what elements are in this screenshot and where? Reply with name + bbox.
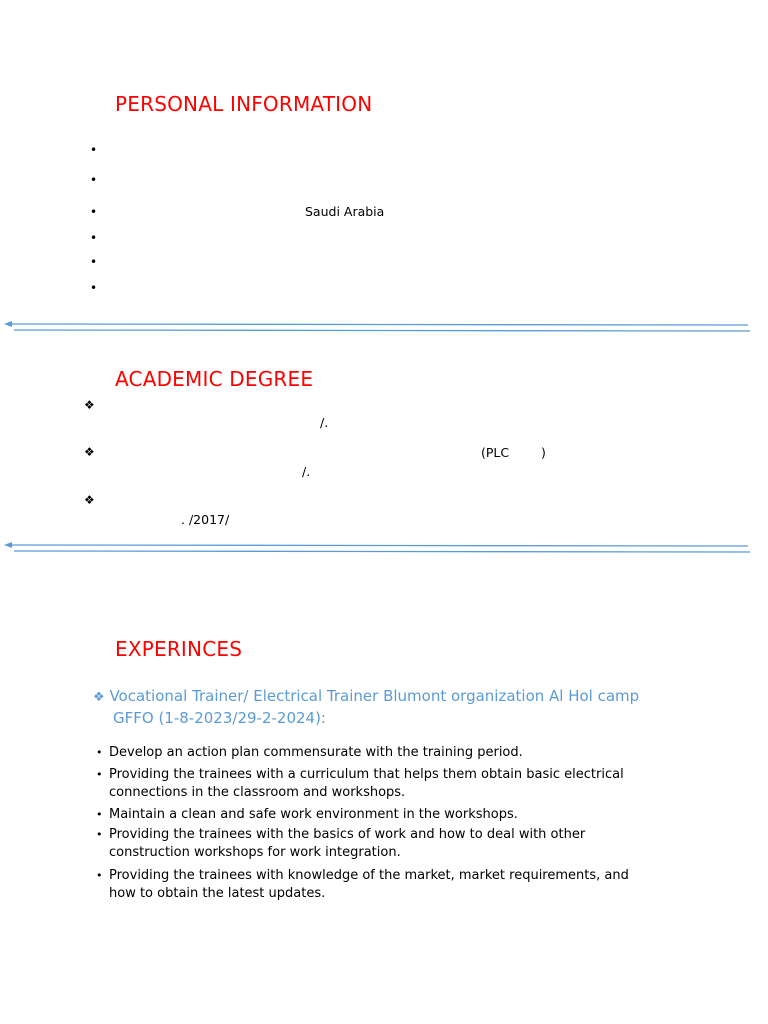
list-bullet: • [90, 255, 98, 269]
degree-2-plc-open: (PLC [481, 445, 510, 460]
degree-1-text: /. [320, 415, 329, 430]
list-item: • Maintain a clean and safe work environment in the workshops. [96, 807, 518, 822]
diamond-bullet-icon: ❖ [84, 445, 95, 459]
section-divider [0, 319, 768, 333]
list-bullet: • [96, 828, 103, 841]
job-title-line-1: Vocational Trainer/ Electrical Trainer Blumont organization Al Hol camp [109, 687, 640, 705]
list-bullet: • [96, 808, 103, 821]
degree-3-text: . /2017/ [181, 512, 230, 527]
degree-2-plc-close: ) [541, 445, 546, 460]
diamond-bullet-icon: ❖ [84, 398, 95, 412]
list-item: • Providing the trainees with the basics of work and how to deal with other construction workshops for work integration. [96, 827, 586, 860]
list-bullet: • [90, 143, 98, 157]
section-divider [0, 540, 768, 554]
academic-degree-heading: ACADEMIC DEGREE [115, 367, 314, 391]
job-title-line-2: GFFO (1-8-2023/29-2-2024): [113, 709, 326, 727]
experiences-heading: EXPERINCES [115, 637, 243, 661]
country-value: Saudi Arabia [305, 204, 385, 219]
job-title [93, 686, 713, 729]
list-item: • Providing the trainees with knowledge of the market, market requirements, and how to obtain the latest updates. [96, 868, 629, 901]
list-bullet: • [96, 768, 103, 781]
list-bullet: • [90, 173, 98, 187]
degree-2-text: /. [302, 464, 311, 479]
personal-information-heading: PERSONAL INFORMATION [115, 92, 373, 116]
list-item: • Providing the trainees with a curriculum that helps them obtain basic electrical connections in the classroom and workshops. [96, 767, 624, 800]
list-bullet: • [96, 869, 103, 882]
diamond-bullet-icon: ❖ [93, 690, 105, 705]
list-bullet: • [90, 205, 98, 219]
list-bullet: • [96, 746, 103, 759]
list-bullet: • [90, 281, 98, 295]
list-bullet: • [90, 231, 98, 245]
list-item: • Develop an action plan commensurate with the training period. [96, 745, 523, 760]
diamond-bullet-icon: ❖ [84, 493, 95, 507]
